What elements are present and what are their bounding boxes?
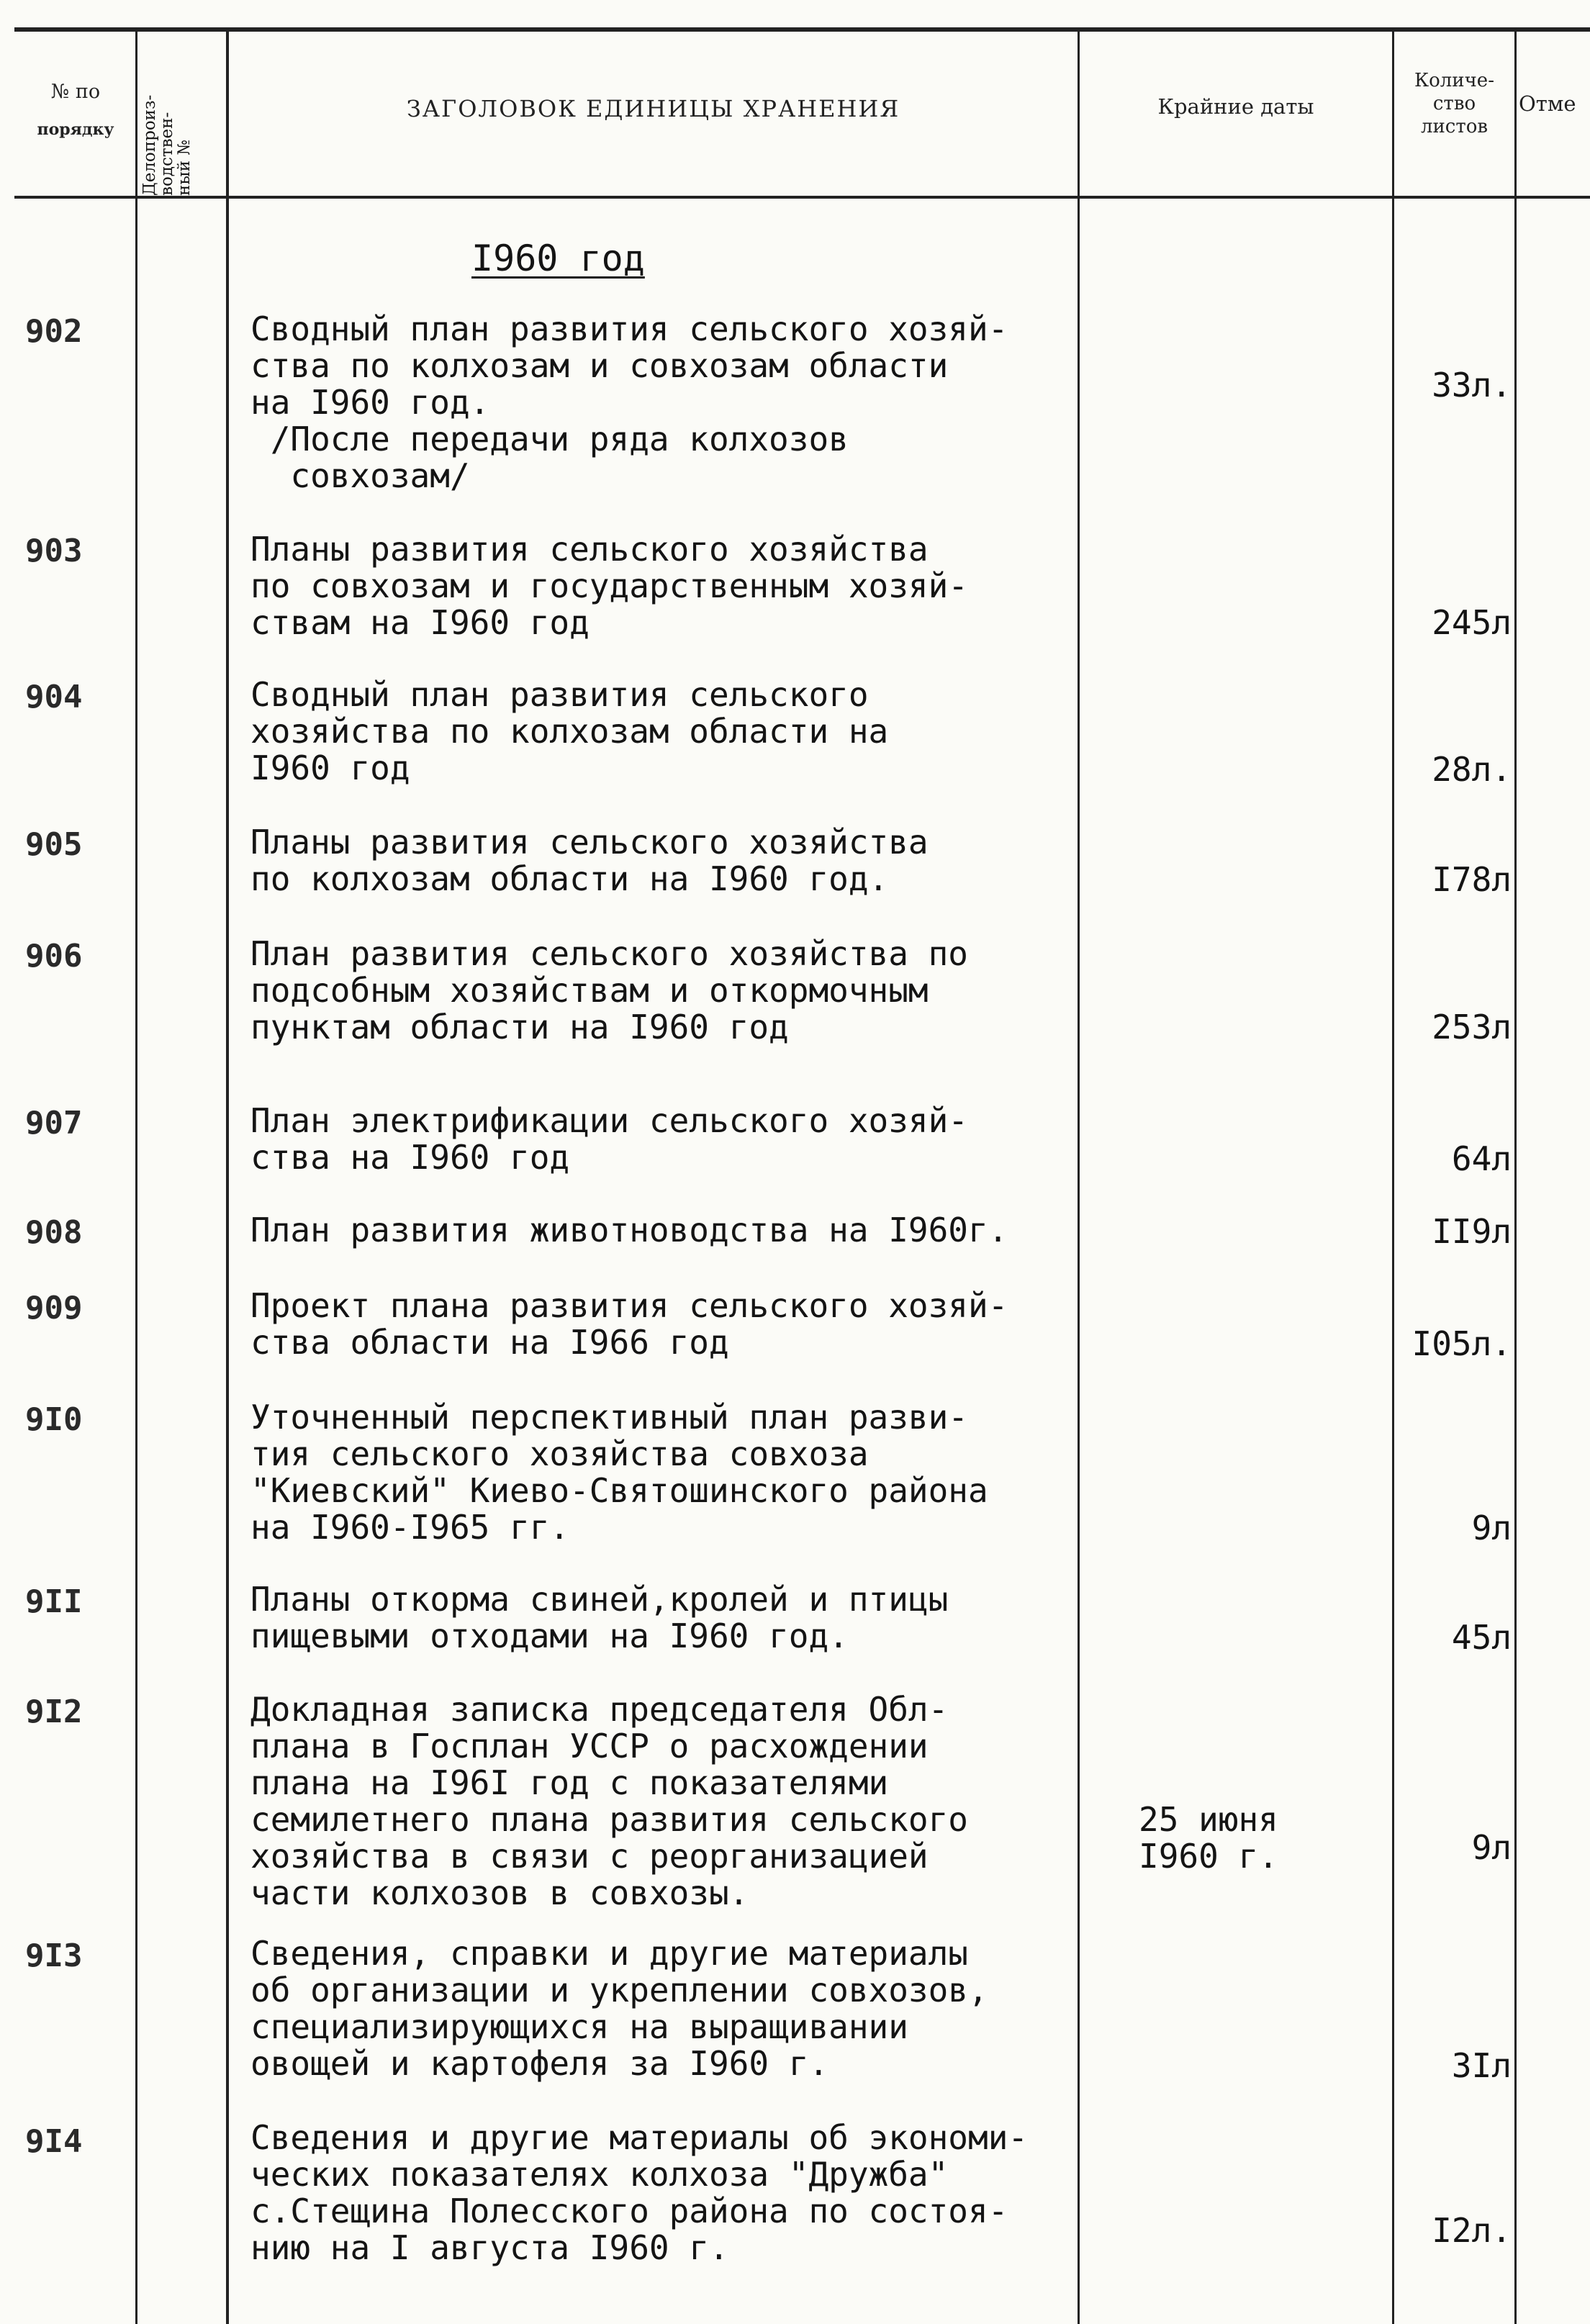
section-year-heading: I960 год [471,238,645,279]
row-title: План электрификации сельского хозяй- ства на I960 год [250,1101,968,1177]
row-sheets: 9л [1471,1828,1512,1867]
row-number: 902 [25,313,83,350]
row-title: Уточненный перспективный план разви- тия сельского хозяйства совхоза "Киевский" Киево-Святошинского района на I960-I965 гг. [250,1398,988,1547]
row-sheets: 9л [1471,1509,1512,1547]
row-number: 9I2 [25,1694,83,1730]
row-number: 904 [25,679,83,715]
row-sheets: I78л [1432,860,1512,899]
header-title: ЗАГОЛОВОК ЕДИНИЦЫ ХРАНЕНИЯ [406,95,900,122]
row-title: План развития животноводства на I960г. [250,1211,1008,1249]
row-number: 9II [25,1583,83,1620]
row-number: 906 [25,938,83,975]
row-sheets: 245л [1432,603,1512,642]
header-sheets: Количе- ство листов [1414,70,1494,137]
top-border [14,27,1590,32]
row-number: 903 [25,533,83,569]
row-title: Сведения, справки и другие материалы об организации и укреплении совхозов, специализирующихся на выращивании овощей и картофеля за I960 г. [250,1934,988,2083]
header-dates: Крайние даты [1157,94,1314,119]
row-sheets: 33л. [1432,366,1512,404]
row-sheets: I2л. [1432,2211,1512,2250]
header-notes: Отме [1519,91,1576,116]
col-divider-1 [135,32,137,2324]
row-title: Проект плана развития сельского хозяй- ства области на I966 год [250,1286,1008,1362]
row-title: Планы развития сельского хозяйства по совхозам и государственным хозяй- ствам на I960 год [250,530,968,642]
header-number-label: № по [50,81,101,103]
row-sheets: 253л [1432,1008,1512,1046]
row-number: 907 [25,1105,83,1141]
row-title: Сводный план развития сельского хозяйства по колхозам области на I960 год [250,675,889,787]
row-sheets: 64л [1451,1139,1512,1178]
row-number: 9I0 [25,1401,83,1438]
row-dates: 25 июня I960 г. [1139,1800,1278,1876]
header-bottom-rule [14,196,1590,199]
col-divider-5 [1514,32,1517,2324]
row-number: 908 [25,1214,83,1251]
row-title: Докладная записка председателя Обл- плана в Госплан УССР о расхождении плана на I96I год с показателями семилетнего плана развития сельского хозяйства в связи с реорганизацией части колхозов в совхозы. [250,1690,968,1912]
row-title: Планы откорма свиней,кролей и птицы пищевыми отходами на I960 год. [250,1580,949,1655]
row-sheets: 28л. [1432,750,1512,789]
row-number: 9I3 [25,1938,83,1974]
row-title: Планы развития сельского хозяйства по колхозам области на I960 год. [250,823,929,898]
row-title: Сводный план развития сельского хозяй- ства по колхозам и совхозам области на I960 год. /После передачи ряда колхозов совхозам/ [250,309,1008,495]
row-number: 905 [25,826,83,863]
header-number [22,81,130,141]
row-title: План развития сельского хозяйства по подсобным хозяйствам и откормочным пунктам области на I960 год [250,934,968,1046]
header-office-number: Делопроиз- водствен- ный № [140,94,194,196]
row-title: Сведения и другие материалы об экономи- ческих показателях колхоза "Дружба" с.Стещина Полесского района по состоя- нию на I августа I960 г. [250,2118,1029,2267]
row-sheets: 3Iл [1451,2046,1512,2085]
row-number: 9I4 [25,2123,83,2160]
row-sheets: 45л [1451,1618,1512,1657]
row-number: 909 [25,1290,83,1326]
col-divider-2 [226,32,229,2324]
header-number-sub: порядку [37,120,114,139]
row-sheets: II9л [1432,1212,1512,1251]
row-sheets: I05л. [1411,1324,1512,1363]
col-divider-4 [1392,32,1394,2324]
